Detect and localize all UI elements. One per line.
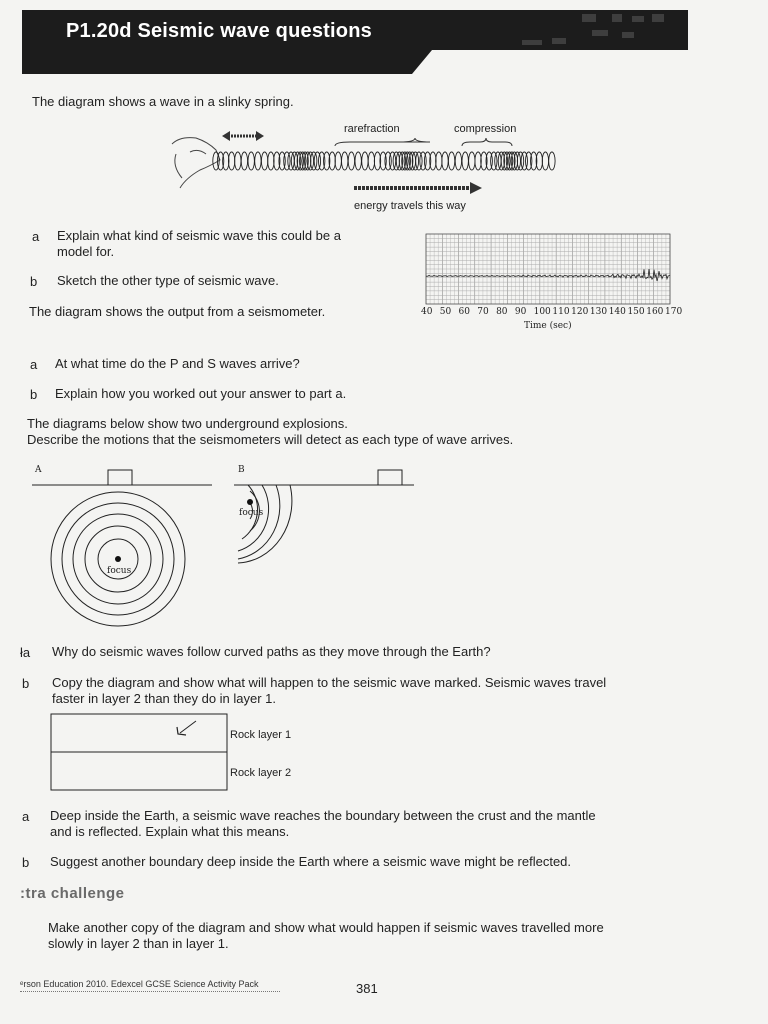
hand-motion-arrow bbox=[222, 131, 264, 141]
tick-label: 60 bbox=[458, 307, 470, 317]
coil-loop bbox=[462, 152, 468, 170]
compression-label: compression bbox=[454, 123, 517, 135]
coil-loop bbox=[335, 152, 341, 170]
seismometer-a bbox=[108, 470, 132, 485]
coil-loop bbox=[448, 152, 454, 170]
coil-loop bbox=[542, 152, 548, 170]
q4a-text: Why do seismic waves follow curved paths as they move through the Earth? bbox=[52, 644, 491, 659]
page-number: 381 bbox=[356, 981, 378, 996]
footer-faint-line bbox=[20, 991, 280, 995]
rock-layers-diagram bbox=[50, 713, 230, 793]
diagram-a-label: A bbox=[35, 465, 42, 475]
coil-loop bbox=[389, 152, 395, 170]
q2a-text: At what time do the P and S waves arrive? bbox=[55, 356, 300, 371]
q5b-text: Suggest another boundary deep inside the Earth where a seismic wave might be reflected. bbox=[50, 854, 572, 869]
focus-point-b bbox=[247, 499, 253, 505]
q2b-text: Explain how you worked out your answer to part a. bbox=[55, 386, 347, 401]
q1a-line2: model for. bbox=[57, 244, 115, 259]
coil-loop bbox=[355, 152, 361, 170]
coil-loop bbox=[442, 152, 448, 170]
rarefraction-label: rarefraction bbox=[344, 123, 400, 135]
tick-label: 70 bbox=[477, 307, 489, 317]
tick-label: 50 bbox=[439, 307, 452, 317]
tick-label: 170 bbox=[665, 307, 683, 317]
q1b-letter: b bbox=[30, 274, 38, 289]
tick-label: 140 bbox=[608, 307, 626, 317]
diagram-b-label: B bbox=[238, 465, 245, 475]
seismogram-grid bbox=[426, 234, 670, 304]
coil-loop bbox=[268, 152, 274, 170]
focus-label-b: focus bbox=[239, 508, 264, 518]
tick-label: 150 bbox=[627, 307, 645, 317]
explosions-intro-2: Describe the motions that the seismometers will detect as each type of wave arrives. bbox=[27, 432, 514, 447]
q2a-letter: a bbox=[30, 357, 38, 372]
challenge-line1: Make another copy of the diagram and show what would happen if seismic waves travelled more bbox=[48, 920, 604, 935]
coil-loop bbox=[436, 152, 442, 170]
focus-point-a bbox=[115, 556, 121, 562]
coil-loop bbox=[348, 152, 354, 170]
q5a-line1: Deep inside the Earth, a seismic wave reaches the boundary between the crust and the mantle bbox=[50, 808, 596, 823]
rock-layer-2-label: Rock layer 2 bbox=[230, 767, 292, 779]
tick-label: 40 bbox=[421, 307, 433, 317]
slinky-intro: The diagram shows a wave in a slinky spring. bbox=[32, 94, 294, 109]
explosion-a-diagram bbox=[30, 465, 220, 630]
page-title: P1.20d Seismic wave questions bbox=[66, 20, 372, 42]
tick-label: 120 bbox=[571, 307, 589, 317]
tick-label: 160 bbox=[646, 307, 664, 317]
coil-loop bbox=[455, 152, 461, 170]
q4b-line1: Copy the diagram and show what will happen to the seismic wave marked. Seismic waves travel bbox=[52, 675, 607, 690]
q4b-line2: faster in layer 2 than they do in layer 1. bbox=[52, 691, 277, 706]
footer-publisher: ᵉrson Education 2010. Edexcel GCSE Science Activity Pack bbox=[20, 979, 259, 989]
tick-label: 110 bbox=[552, 307, 570, 317]
q5a-line2: and is reflected. Explain what this means. bbox=[50, 824, 290, 839]
slinky-diagram bbox=[160, 126, 570, 206]
tick-label: 90 bbox=[514, 307, 527, 317]
coil-loop bbox=[261, 152, 267, 170]
challenge-heading: :tra challenge bbox=[20, 885, 125, 902]
energy-arrow bbox=[354, 182, 482, 194]
coil-loop bbox=[368, 152, 374, 170]
coil-loop bbox=[362, 152, 368, 170]
energy-label: energy travels this way bbox=[354, 200, 466, 212]
q1b-text: Sketch the other type of seismic wave. bbox=[57, 273, 279, 288]
tick-label: 130 bbox=[589, 307, 608, 317]
q5a-letter: a bbox=[22, 809, 30, 824]
coil-loop bbox=[235, 152, 241, 170]
seismogram-ticks bbox=[420, 307, 683, 321]
slinky-coil bbox=[213, 152, 555, 170]
seismometer-b bbox=[378, 470, 402, 485]
explosions-intro-1: The diagrams below show two underground explosions. bbox=[27, 416, 348, 431]
q4a-letter: ła bbox=[20, 645, 31, 660]
seismogram-xlabel: Time (sec) bbox=[524, 321, 572, 331]
focus-label-a: focus bbox=[107, 566, 132, 576]
coil-loop bbox=[255, 152, 261, 170]
q2b-letter: b bbox=[30, 387, 38, 402]
q1a-line1: Explain what kind of seismic wave this could be a bbox=[57, 228, 341, 243]
seismometer-intro: The diagram shows the output from a seismometer. bbox=[29, 304, 326, 319]
wavefronts-b bbox=[238, 485, 292, 563]
tick-label: 100 bbox=[533, 307, 551, 317]
q1a-letter: a bbox=[32, 229, 40, 244]
coil-loop bbox=[248, 152, 254, 170]
q5b-letter: b bbox=[22, 855, 30, 870]
coil-loop bbox=[342, 152, 348, 170]
challenge-line2: slowly in layer 2 than in layer 1. bbox=[48, 936, 229, 951]
q4b-letter: b bbox=[22, 676, 30, 691]
coil-loop bbox=[549, 152, 555, 170]
coil-loop bbox=[469, 152, 475, 170]
coil-loop bbox=[241, 152, 247, 170]
rock-layer-1-label: Rock layer 1 bbox=[230, 729, 292, 741]
seismic-wave-arrow bbox=[177, 721, 196, 735]
tick-label: 80 bbox=[496, 307, 508, 317]
